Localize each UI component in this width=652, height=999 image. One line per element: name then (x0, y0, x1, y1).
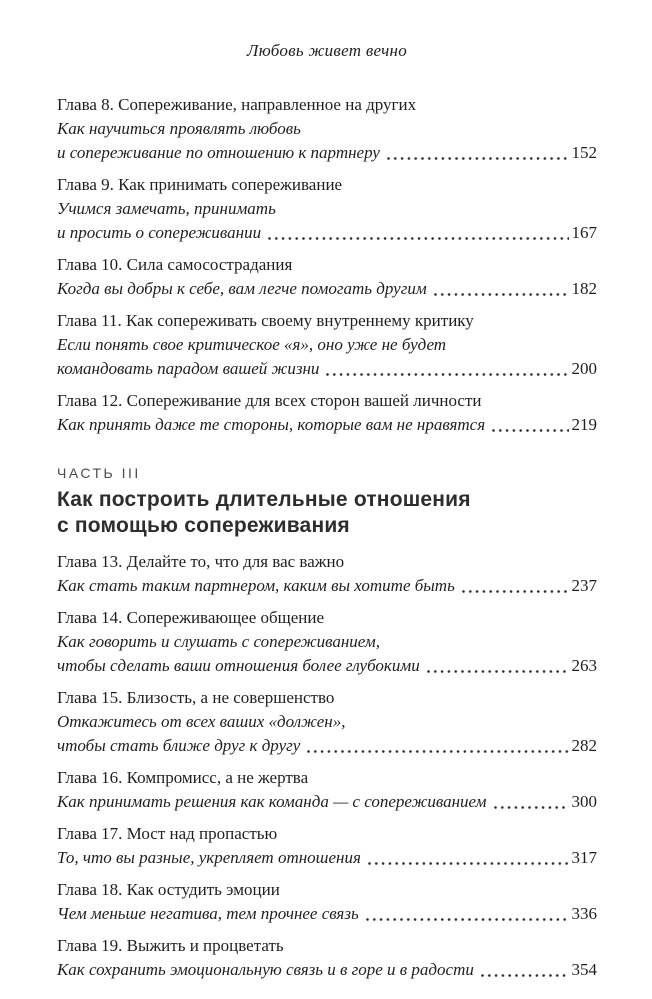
chapter-subtitle-text: Откажитесь от всех ваших «должен», (57, 712, 346, 731)
chapter-subtitle-line (57, 277, 597, 301)
chapter-subtitle-line (57, 846, 597, 870)
page-number: 263 (571, 656, 597, 675)
chapter-subtitle-line (57, 357, 597, 381)
chapter-subtitle-text: Как говорить и слушать с сопереживанием, (57, 632, 380, 651)
chapter-subtitle-line (57, 958, 597, 982)
table-of-contents (57, 93, 597, 982)
chapter-subtitle-text: Чем меньше негатива, тем прочнее связь (57, 904, 359, 923)
chapter-subtitle-text: Как научиться проявлять любовь (57, 119, 301, 138)
page-number: 200 (571, 359, 597, 378)
chapter-title: Глава 16. Компромисс, а не жертва (57, 768, 309, 787)
toc-entry (57, 389, 597, 437)
chapter-subtitle-line (57, 413, 597, 437)
chapter-subtitle-line (57, 333, 597, 357)
page-number: 300 (571, 792, 597, 811)
chapter-title: Глава 8. Сопереживание, направленное на других (57, 95, 417, 114)
chapter-subtitle-line (57, 221, 597, 245)
chapter-subtitle-line (57, 790, 597, 814)
chapter-title: Глава 18. Как остудить эмоции (57, 880, 280, 899)
page-number: 237 (571, 576, 597, 595)
chapter-subtitle-text: командовать парадом вашей жизни (57, 359, 320, 378)
dot-leader (307, 750, 568, 753)
toc-entry (57, 822, 597, 870)
chapter-subtitle-line (57, 630, 597, 654)
chapter-title: Глава 15. Близость, а не совершенство (57, 688, 335, 707)
chapter-subtitle-line (57, 117, 597, 141)
toc-entry (57, 173, 597, 245)
chapter-subtitle-text: Учимся замечать, принимать (57, 199, 276, 218)
dot-leader (492, 429, 568, 432)
chapter-subtitle-line (57, 734, 597, 758)
running-head: Любовь живет вечно (246, 41, 408, 60)
chapter-subtitle-text: чтобы стать ближе друг к другу (57, 736, 301, 755)
toc-entry (57, 766, 597, 814)
part-heading (57, 464, 597, 539)
chapter-subtitle-text: Как сохранить эмоциональную связь и в горе и в радости (57, 960, 474, 979)
chapter-subtitle-text: Как стать таким партнером, каким вы хотите быть (57, 576, 455, 595)
chapter-subtitle-line (57, 902, 597, 926)
page-number: 336 (571, 904, 597, 923)
part-label: ЧАСТЬ III (57, 465, 141, 481)
chapter-subtitle-line (57, 710, 597, 734)
page-number: 167 (571, 223, 597, 242)
page-number: 219 (571, 415, 597, 434)
chapter-subtitle-line (57, 141, 597, 165)
chapter-subtitle-text: чтобы сделать ваши отношения более глубокими (57, 656, 420, 675)
dot-leader (268, 237, 568, 240)
dot-leader (368, 862, 569, 865)
chapter-subtitle-text: Как принимать решения как команда — с сопереживанием (57, 792, 487, 811)
chapter-subtitle-text: Когда вы добры к себе, вам легче помогать другим (57, 279, 427, 298)
dot-leader (366, 918, 569, 921)
chapter-title: Глава 9. Как принимать сопереживание (57, 175, 343, 194)
dot-leader (387, 157, 569, 160)
toc-entry (57, 309, 597, 381)
chapter-title: Глава 14. Сопереживающее общение (57, 608, 325, 627)
page-number: 354 (571, 960, 597, 979)
toc-entry (57, 934, 597, 982)
chapter-title: Глава 10. Сила самосострадания (57, 255, 293, 274)
chapter-subtitle-text: То, что вы разные, укрепляет отношения (57, 848, 361, 867)
chapter-subtitle-text: Как принять даже те стороны, которые вам не нравятся (57, 415, 486, 434)
toc-entry (57, 878, 597, 926)
chapter-title: Глава 12. Сопереживание для всех сторон вашей личности (57, 391, 482, 410)
dot-leader (434, 293, 569, 296)
dot-leader (481, 974, 569, 977)
toc-entry (57, 93, 597, 165)
part-title-line: Как построить длительные отношения (57, 488, 471, 511)
part-title-line: с помощью сопереживания (57, 514, 350, 537)
chapter-title: Глава 17. Мост над пропастью (57, 824, 278, 843)
chapter-title: Глава 11. Как сопереживать своему внутреннему критику (57, 311, 474, 330)
page-number: 317 (571, 848, 597, 867)
part-title (57, 487, 597, 539)
toc-entry (57, 686, 597, 758)
page-number: 282 (571, 736, 597, 755)
chapter-subtitle-line (57, 197, 597, 221)
chapter-subtitle-text: Если понять свое критическое «я», оно уже не будет (57, 335, 447, 354)
chapter-title: Глава 13. Делайте то, что для вас важно (57, 552, 345, 571)
chapter-subtitle-text: и сопереживание по отношению к партнеру (57, 143, 380, 162)
chapter-title: Глава 19. Выжить и процветать (57, 936, 284, 955)
chapter-subtitle-line (57, 574, 597, 598)
page-number: 182 (571, 279, 597, 298)
toc-entry (57, 550, 597, 598)
dot-leader (494, 806, 569, 809)
toc-entry (57, 253, 597, 301)
chapter-subtitle-text: и просить о сопереживании (57, 223, 262, 242)
toc-entry (57, 606, 597, 678)
dot-leader (326, 373, 568, 376)
dot-leader (462, 590, 569, 593)
page-number: 152 (571, 143, 597, 162)
dot-leader (427, 670, 569, 673)
chapter-subtitle-line (57, 654, 597, 678)
